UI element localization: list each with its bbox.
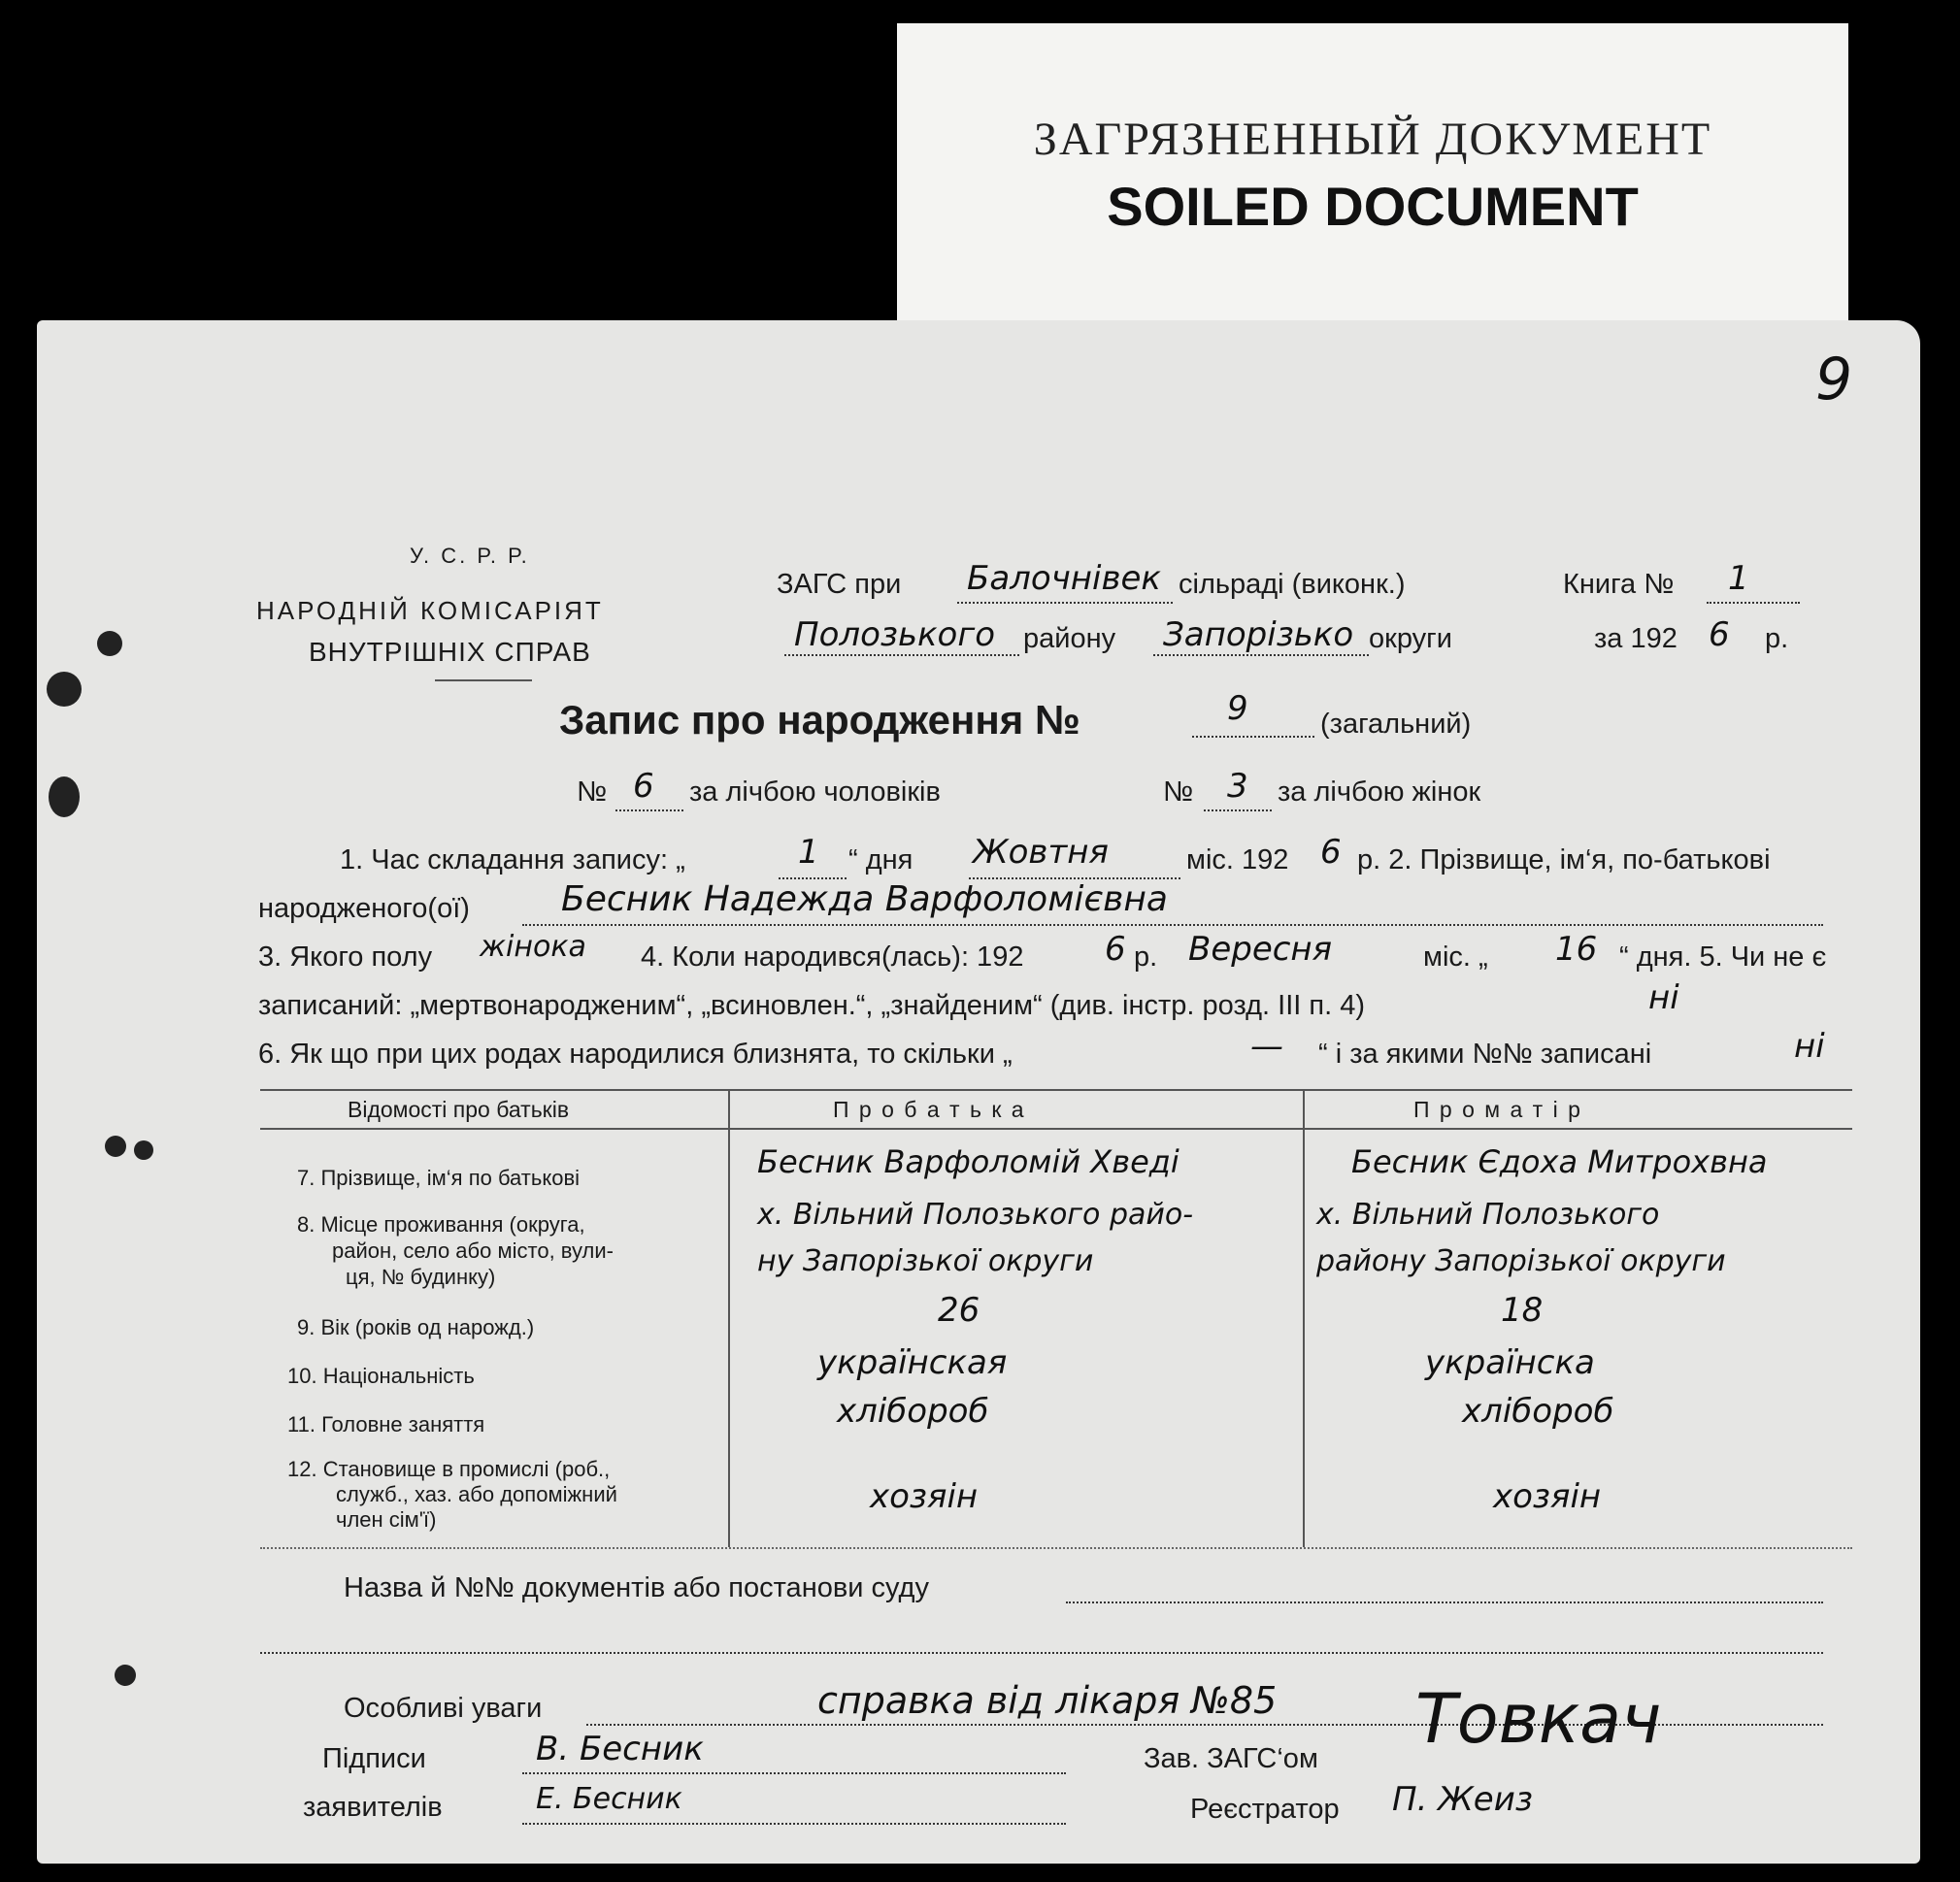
twins-answer: ні — [1794, 1027, 1825, 1066]
table-column-divider — [728, 1089, 730, 1547]
general-label: (загальний) — [1320, 709, 1472, 740]
row-label-residence-3: ця, № будинку) — [346, 1265, 496, 1289]
row-label-status-3: член сім'ї) — [336, 1507, 437, 1532]
father-status: хозяін — [870, 1477, 979, 1516]
zags-head-label: Зав. ЗАГС‘ом — [1144, 1743, 1318, 1774]
q5-label: “ дня. 5. Чи не є — [1619, 941, 1827, 973]
village-name: Балочнівек — [967, 559, 1161, 598]
punch-hole — [115, 1665, 136, 1686]
okruga-dotted-line — [1153, 654, 1369, 656]
record-month: Жовтня — [973, 833, 1109, 872]
q5-answer: ні — [1648, 978, 1679, 1017]
soiled-document-label — [897, 23, 1848, 363]
record-day: 1 — [798, 833, 819, 872]
heading-underline — [435, 679, 532, 681]
record-title: Запис про народження № — [559, 697, 1080, 743]
row-label-age: 9. Вік (років од нарожд.) — [297, 1315, 535, 1339]
male-count: 6 — [633, 767, 654, 806]
punch-hole — [105, 1136, 126, 1157]
father-nationality: українская — [817, 1343, 1008, 1382]
mother-occupation: хлібороб — [1462, 1392, 1614, 1431]
q5b-label: записаний: „мертвонародженим“, „всиновлен.“, „знайденим“ (див. інстр. розд. III п. 4) — [258, 990, 1365, 1021]
mother-nationality: українска — [1425, 1343, 1595, 1382]
row-label-occupation: 11. Головне заняття — [287, 1412, 485, 1436]
table-header-info: Відомості про батьків — [348, 1097, 570, 1122]
signature-dotted-line-2 — [522, 1823, 1066, 1825]
row-label-nationality: 10. Національність — [287, 1364, 475, 1388]
father-residence-1: х. Вільний Полозького райо- — [757, 1198, 1194, 1232]
day-label: “ дня — [848, 844, 914, 875]
q1-label: 1. Час складання запису: „ — [340, 844, 685, 875]
registrar-signature: П. Жеиз — [1392, 1780, 1533, 1819]
record-number-dotted-line — [1192, 736, 1314, 738]
book-label: Книга № — [1563, 569, 1675, 600]
table-top-border — [260, 1089, 1852, 1091]
sex-value: жінока — [480, 930, 586, 964]
table-header-border — [260, 1128, 1852, 1130]
raion-label: району — [1023, 623, 1116, 654]
table-header-father: П р о б а т ь к а — [833, 1097, 1026, 1122]
row-label-residence-2: район, село або місто, вули- — [332, 1238, 614, 1263]
zags-head-signature: Товкач — [1415, 1679, 1662, 1759]
father-name: Бесник Варфоломій Хведі — [757, 1143, 1179, 1180]
applicant-signature-1: В. Бесник — [536, 1730, 704, 1768]
zags-label: ЗАГС при — [777, 569, 902, 600]
table-column-divider — [1303, 1089, 1305, 1547]
father-age: 26 — [938, 1291, 980, 1330]
female-no-label: № — [1163, 776, 1194, 808]
ussr-heading: У. С. Р. Р. — [410, 544, 530, 568]
mother-residence-1: х. Вільний Полозького — [1316, 1198, 1660, 1232]
punch-hole — [49, 776, 80, 817]
q2-label: р. 2. Прізвище, ім‘я, по-батькові — [1357, 844, 1771, 875]
year-label: за 192 — [1594, 623, 1678, 654]
mother-age: 18 — [1501, 1291, 1544, 1330]
okruga-name: Запорізько — [1163, 615, 1354, 654]
mother-residence-2: району Запорізької округи — [1316, 1244, 1726, 1278]
table-bottom-border — [260, 1547, 1852, 1549]
birth-mis-label: міс. „ — [1423, 941, 1488, 973]
born-label: народженого(ої) — [258, 893, 470, 924]
child-name-dotted-line — [522, 924, 1823, 926]
record-mis-year: міс. 192 — [1186, 844, 1289, 875]
raion-name: Полозького — [794, 615, 996, 654]
year-digit: 6 — [1709, 615, 1730, 654]
punch-hole — [134, 1140, 153, 1160]
book-dotted-line — [1707, 602, 1800, 604]
row-label-status: 12. Становище в промислі (роб., — [287, 1457, 611, 1481]
book-number: 1 — [1728, 559, 1749, 598]
female-count: 3 — [1227, 767, 1248, 806]
documents-dotted-line-2 — [260, 1652, 1823, 1654]
documents-label: Назва й №№ документів або постанови суду — [344, 1572, 929, 1603]
father-occupation: хлібороб — [837, 1392, 989, 1431]
village-dotted-line — [957, 602, 1173, 604]
mother-status: хозяін — [1493, 1477, 1602, 1516]
internal-affairs-heading: ВНУТРІШНІХ СПРАВ — [309, 637, 591, 667]
signature-dotted-line-1 — [522, 1772, 1066, 1774]
table-header-mother: П р о м а т і р — [1413, 1097, 1582, 1122]
child-name: Бесник Надежда Варфоломієвна — [561, 879, 1168, 919]
female-count-dotted-line — [1204, 809, 1272, 811]
row-label-residence: 8. Місце проживання (округа, — [297, 1212, 585, 1237]
record-year-digit: 6 — [1320, 833, 1342, 872]
council-label: сільраді (виконк.) — [1179, 569, 1406, 600]
record-number: 9 — [1227, 689, 1248, 728]
signatures-label: Підписи — [322, 1743, 426, 1774]
male-count-dotted-line — [615, 809, 683, 811]
page-number-mark: 9 — [1815, 346, 1853, 413]
birth-year-digit: 6 — [1105, 930, 1126, 969]
punch-hole — [97, 631, 122, 656]
birth-day: 16 — [1555, 930, 1598, 969]
male-count-label: за лічбою чоловіків — [689, 776, 941, 808]
birth-month: Вересня — [1188, 930, 1333, 969]
punch-hole — [47, 672, 82, 707]
raion-dotted-line — [784, 654, 1019, 656]
okruga-label: округи — [1369, 623, 1452, 654]
birth-record-form — [37, 320, 1920, 1864]
row-label-status-2: служб., хаз. або допоміжний — [336, 1482, 617, 1506]
documents-dotted-line — [1066, 1601, 1823, 1603]
stamp-russian-text: ЗАГРЯЗНЕННЫЙ ДОКУМЕНТ — [1033, 114, 1712, 165]
q3-label: 3. Якого полу — [258, 941, 433, 973]
applicant-signature-2: Е. Бесник — [536, 1782, 682, 1816]
male-no-label: № — [577, 776, 608, 808]
stamp-english-text: SOILED DOCUMENT — [1107, 176, 1639, 237]
q6b-label: “ і за якими №№ записані — [1318, 1039, 1652, 1070]
year-suffix: р. — [1765, 623, 1789, 654]
commissariat-heading: НАРОДНІЙ КОМІСАРІЯТ — [256, 596, 604, 625]
registrar-label: Реєстратор — [1190, 1794, 1340, 1825]
row-label-name: 7. Прізвище, ім‘я по батькові — [297, 1166, 581, 1190]
birth-r-label: р. — [1134, 941, 1158, 973]
q6-label: 6. Як що при цих родах народилися близнята, то скільки „ — [258, 1039, 1013, 1070]
notes-label: Особливі уваги — [344, 1693, 543, 1724]
applicants-label: заявителів — [303, 1792, 443, 1823]
notes-value: справка від лікаря №85 — [817, 1679, 1278, 1722]
female-count-label: за лічбою жінок — [1278, 776, 1481, 808]
father-residence-2: ну Запорізької округи — [757, 1244, 1094, 1278]
mother-name: Бесник Єдоха Митрохвна — [1351, 1143, 1768, 1180]
q4-label: 4. Коли народився(лась): 192 — [641, 941, 1024, 973]
twins-count: — — [1250, 1027, 1283, 1066]
